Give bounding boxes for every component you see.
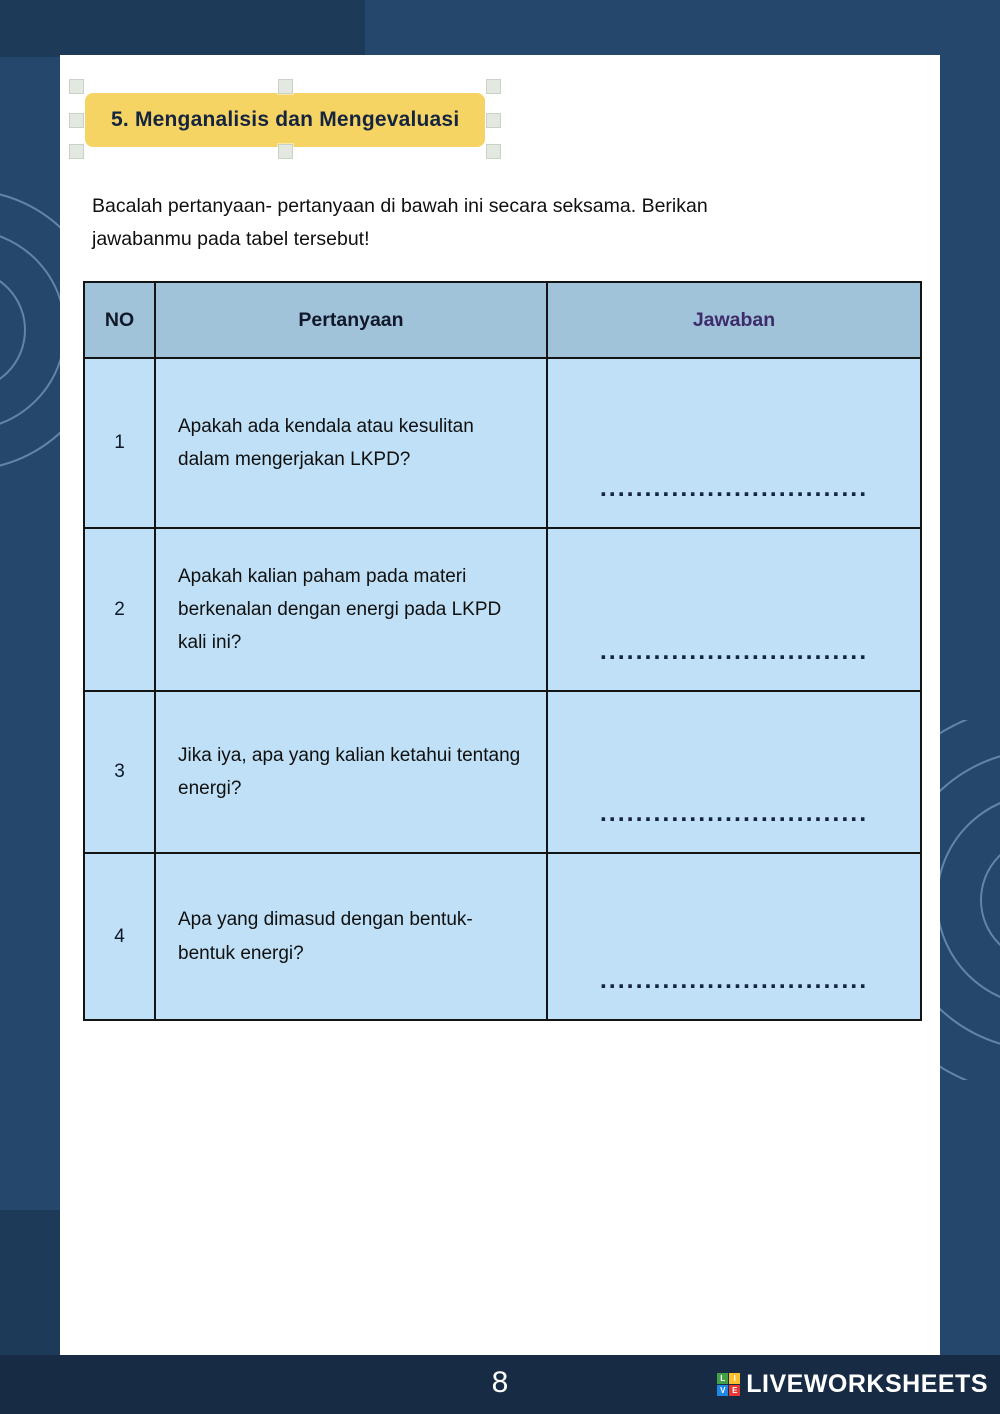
col-header-answer: Jawaban: [547, 282, 921, 358]
logo-square-v: V: [717, 1385, 728, 1396]
answer-cell: [547, 528, 921, 691]
question-text: Jika iya, apa yang kalian ketahui tentang energi?: [178, 744, 521, 799]
answer-cell: [547, 691, 921, 853]
question-table: [83, 281, 922, 1021]
logo-square-l: L: [717, 1373, 728, 1384]
instructions: [92, 190, 882, 256]
background-accent-topleft: [0, 0, 365, 57]
question-cell: [155, 528, 547, 691]
answer-cell: [547, 853, 921, 1020]
answer-blank[interactable]: ..............................: [599, 966, 869, 994]
liveworksheets-brand[interactable]: [717, 1370, 988, 1399]
row-number: 2: [84, 528, 155, 691]
question-cell: [155, 691, 547, 853]
answer-blank[interactable]: ..............................: [599, 474, 869, 502]
question-cell: [155, 853, 547, 1020]
row-number: 1: [84, 358, 155, 528]
section-heading-box[interactable]: [85, 93, 485, 147]
table-header-row: [84, 282, 921, 358]
question-text: Apakah kalian paham pada materi berkenalan dengan energi pada LKPD kali ini?: [178, 565, 502, 654]
selection-handle-top-left[interactable]: [69, 79, 84, 94]
selection-handle-bottom-right[interactable]: [486, 144, 501, 159]
table-row: [84, 691, 921, 853]
brand-text: LIVEWORKSHEETS: [746, 1370, 988, 1398]
background-accent-bottomleft: [0, 1210, 60, 1356]
selection-handle-top-right[interactable]: [486, 79, 501, 94]
table-row: [84, 853, 921, 1020]
page-number: 8: [491, 1366, 509, 1399]
liveworksheets-logo-icon: [717, 1373, 740, 1396]
worksheet-page: [60, 55, 940, 1355]
table-row: [84, 528, 921, 691]
instructions-line-1: Bacalah pertanyaan- pertanyaan di bawah ini secara seksama. Berikan: [92, 195, 708, 217]
selection-handle-middle-left[interactable]: [69, 113, 84, 128]
answer-blank[interactable]: ..............................: [599, 637, 869, 665]
selection-handle-middle-right[interactable]: [486, 113, 501, 128]
col-header-no: NO: [84, 282, 155, 358]
selection-handle-bottom-center[interactable]: [278, 144, 293, 159]
question-text: Apakah ada kendala atau kesulitan dalam mengerjakan LKPD?: [178, 415, 474, 470]
answer-blank[interactable]: ..............................: [599, 799, 869, 827]
table-row: [84, 358, 921, 528]
question-cell: [155, 358, 547, 528]
selection-handle-top-center[interactable]: [278, 79, 293, 94]
answer-cell: [547, 358, 921, 528]
row-number: 3: [84, 691, 155, 853]
footer-bar: [0, 1355, 1000, 1414]
logo-square-i: I: [729, 1373, 740, 1384]
question-text: Apa yang dimasud dengan bentuk-bentuk energi?: [178, 909, 473, 964]
logo-square-e: E: [729, 1385, 740, 1396]
section-heading: 5. Menganalisis dan Mengevaluasi: [85, 93, 485, 147]
col-header-question: Pertanyaan: [155, 282, 547, 358]
selection-handle-bottom-left[interactable]: [69, 144, 84, 159]
instructions-line-2: jawabanmu pada tabel tersebut!: [92, 228, 370, 251]
row-number: 4: [84, 853, 155, 1020]
